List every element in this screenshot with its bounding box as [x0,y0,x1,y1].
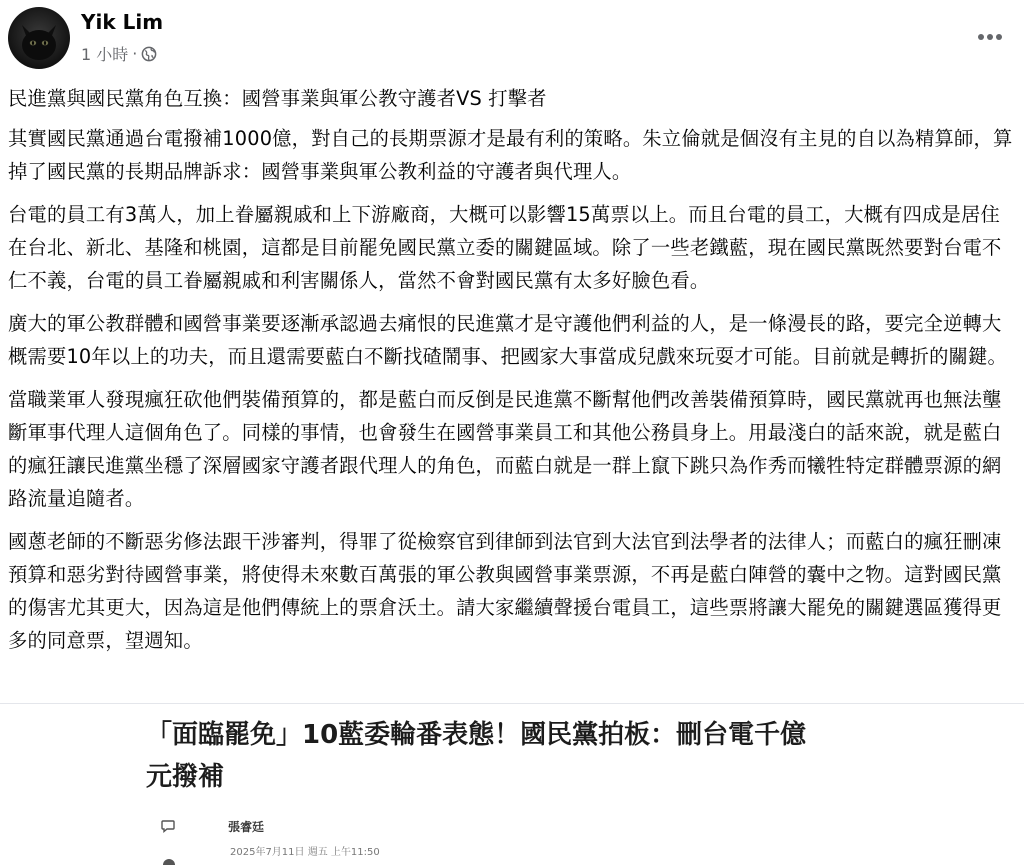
globe-icon[interactable] [141,46,157,62]
comment-icon[interactable] [160,818,176,834]
share-icon[interactable] [162,858,176,865]
meta-separator: · [132,44,138,63]
post-paragraph: 當職業軍人發現瘋狂砍他們裝備預算的，都是藍白而反倒是民進黨不斷幫他們改善裝備預算時，國民黨就再也無法壟斷軍事代理人這個角色了。同樣的事情，也會發生在國營事業員工和其他公務員身上。用最淺白的話來說，就是藍白的瘋狂讓民進黨坐穩了深層國家守護者跟代理人的角色，而藍白就是一群上竄下跳只為作秀而犧牲特定群體票源的網路流量追隨者。 [8,388,1002,510]
avatar[interactable] [8,7,70,69]
more-dot [996,34,1002,40]
post-meta [81,42,157,65]
article-headline [146,714,906,798]
article-date: 2025年7月11日 週五 上午11:50 [230,847,380,858]
post-paragraph: 國蔥老師的不斷惡劣修法跟干涉審判，得罪了從檢察官到律師到法官到大法官到法學者的法律人；而藍白的瘋狂刪凍預算和惡劣對待國營事業，將使得未來數百萬張的軍公教與國營事業票源，不再是藍白陣營的囊中之物。這對國民黨的傷害尤其更大，因為這是他們傳統上的票倉沃土。請大家繼續聲援台電員工，這些票將讓大罷免的關鍵選區獲得更多的同意票，望週知。 [8,530,1002,652]
more-dot [978,34,984,40]
post-paragraph: 廣大的軍公教群體和國營事業要逐漸承認過去痛恨的民進黨才是守護他們利益的人，是一條漫長的路，要完全逆轉大概需要10年以上的功夫，而且還需要藍白不斷找碴鬧事、把國家大事當成兒戲來玩耍才可能。目前就是轉折的關鍵。 [8,312,1007,368]
article-reporter: 張睿廷 [228,819,265,834]
post-body [8,82,1014,667]
shared-article-preview[interactable] [0,703,1024,865]
more-options-icon[interactable] [970,17,1010,57]
author-name[interactable]: Yik Lim [81,10,164,34]
article-byline [160,816,264,836]
article-headline-line: 「面臨罷免」10藍委輪番表態！國民黨拍板：刪台電千億 [146,720,807,750]
post-header [8,7,1016,69]
more-dot [987,34,993,40]
post-time[interactable]: 1 小時 [81,45,129,64]
cat-avatar-icon [8,7,70,69]
post-paragraph: 民進黨與國民黨角色互換：國營事業與軍公教守護者VS 打擊者 [8,87,547,110]
post-paragraph: 台電的員工有3萬人，加上眷屬親戚和上下游廠商，大概可以影響15萬票以上。而且台電的員工，大概有四成是居住在台北、新北、基隆和桃園，這都是目前罷免國民黨立委的關鍵區域。除了一些老鐵藍，現在國民黨既然要對台電不仁不義，台電的員工眷屬親戚和利害關係人，當然不會對國民黨有太多好臉色看。 [8,203,1002,292]
post-paragraph: 其實國民黨通過台電撥補1000億，對自己的長期票源才是最有利的策略。朱立倫就是個沒有主見的自以為精算師，算掉了國民黨的長期品牌訴求：國營事業與軍公教利益的守護者與代理人。 [8,127,1013,183]
article-headline-line: 元撥補 [146,762,225,792]
